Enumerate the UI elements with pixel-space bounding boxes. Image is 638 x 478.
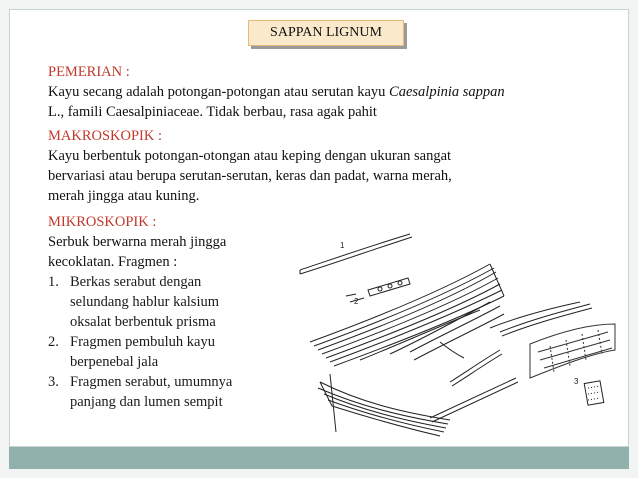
species-name: Caesalpinia sappan xyxy=(389,84,505,100)
list-number: 1. xyxy=(48,274,59,290)
list-item-line: selundang hablur kalsium xyxy=(70,294,220,310)
footer-bar xyxy=(9,447,629,469)
list-item-line: oksalat berbentuk prisma xyxy=(70,314,216,330)
list-item-line: Berkas serabut dengan xyxy=(70,274,202,290)
pemerian-heading: PEMERIAN : xyxy=(48,64,130,80)
list-item xyxy=(48,372,288,412)
list-item-line: berpenebal jala xyxy=(70,354,159,370)
parenchyma-fragment xyxy=(584,381,604,405)
makroskopik-heading: MAKROSKOPIK : xyxy=(48,128,163,144)
figure-label: 3 xyxy=(574,377,579,386)
list-number: 2. xyxy=(48,334,59,350)
list-number: 3. xyxy=(48,374,59,390)
narrow-fiber xyxy=(430,378,518,422)
mikroskopik-heading: MIKROSKOPIK : xyxy=(48,214,157,230)
small-fiber xyxy=(450,350,502,386)
mikroskopik-section xyxy=(48,212,288,412)
pemerian-text-2: L., famili Caesalpiniaceae. Tidak berbau, rasa agak pahit xyxy=(48,104,377,120)
pemerian-text-1: Kayu secang adalah potongan-potongan atau serutan kayu xyxy=(48,84,390,100)
bottom-fiber-bundle xyxy=(318,374,450,436)
mikroskopik-intro: Serbuk berwarna merah jingga xyxy=(48,234,227,250)
reticulate-vessel xyxy=(530,324,615,378)
fiber-fragment-3 xyxy=(490,302,592,336)
microscopy-illustration xyxy=(290,232,620,442)
makroskopik-line: merah jingga atau kuning. xyxy=(48,188,200,204)
list-item xyxy=(48,332,288,372)
fragment-list xyxy=(48,272,288,412)
slide-title: SAPPAN LIGNUM xyxy=(248,20,404,46)
list-item xyxy=(48,272,288,332)
figure-label: 2 xyxy=(354,297,359,306)
list-item-line: Fragmen serabut, umumnya xyxy=(70,374,233,390)
figure-label: 1 xyxy=(340,241,345,250)
makroskopik-line: Kayu berbentuk potongan-otongan atau keping dengan ukuran sangat xyxy=(48,148,452,164)
list-item-line: panjang dan lumen sempit xyxy=(70,394,223,410)
fiber-fragment xyxy=(300,234,412,274)
list-item-line: Fragmen pembuluh kayu xyxy=(70,334,215,350)
fiber-bundle xyxy=(310,264,504,366)
pemerian-text xyxy=(48,82,618,102)
makroskopik-line: bervariasi atau berupa serutan-serutan, keras dan padat, warna merah, xyxy=(48,168,452,184)
makroskopik-section xyxy=(48,126,618,206)
mikroskopik-intro: kecoklatan. Fragmen : xyxy=(48,254,178,270)
pemerian-section xyxy=(48,62,618,122)
